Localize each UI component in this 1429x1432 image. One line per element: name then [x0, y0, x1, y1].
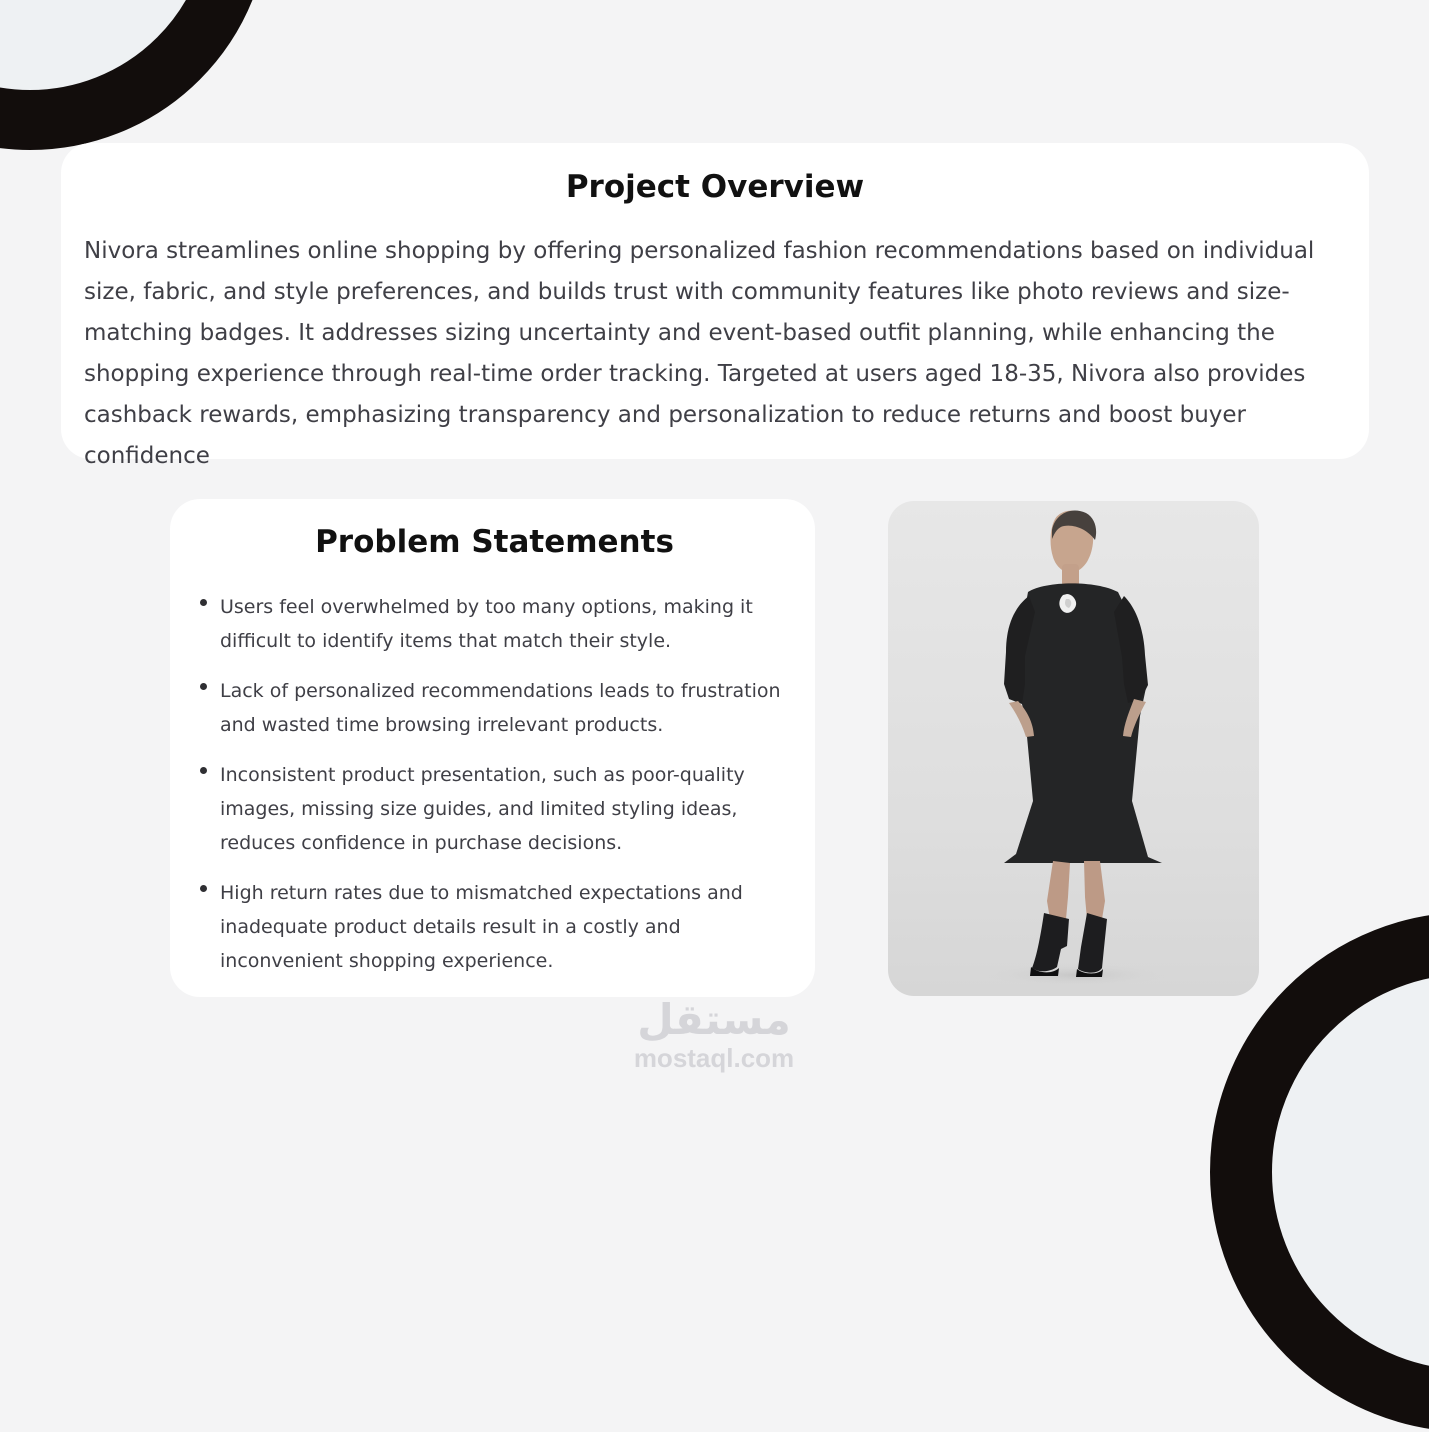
- problem-statement-item: High return rates due to mismatched expectations and inadequate product details result in a costly and inconvenient shopping experience.: [200, 876, 789, 978]
- problem-statement-item: Users feel overwhelmed by too many options, making it difficult to identify items that match their style.: [200, 590, 789, 658]
- problem-statements-list: [200, 590, 789, 978]
- project-overview-text: Nivora streamlines online shopping by offering personalized fashion recommendations based on individual size, fabric, and style preferences, and builds trust with community features like photo reviews and size-matching badges. It addresses sizing uncertainty and event-based outfit planning, while enhancing the shopping experience through real-time order tracking. Targeted at users aged 18-35, Nivora also provides cashback rewards, emphasizing transparency and personalization to reduce returns and boost buyer confidence: [84, 238, 1315, 469]
- watermark-arabic-text: مستقل: [637, 995, 791, 1044]
- problem-statement-item: Inconsistent product presentation, such as poor-quality images, missing size guides, and limited styling ideas, reduces confidence in purchase decisions.: [200, 758, 789, 860]
- problem-statements-title: Problem Statements: [315, 524, 674, 560]
- project-overview-card: [61, 143, 1369, 469]
- problem-statements-card: [170, 499, 815, 997]
- mostaql-watermark: [600, 996, 828, 1082]
- fashion-model-image: [888, 501, 1259, 996]
- watermark-domain: mostaql.com: [633, 1043, 795, 1073]
- problem-statement-item: Lack of personalized recommendations leads to frustration and wasted time browsing irrelevant products.: [200, 674, 789, 742]
- decorative-ring-top-left: [0, 0, 270, 150]
- project-overview-title: Project Overview: [565, 169, 865, 205]
